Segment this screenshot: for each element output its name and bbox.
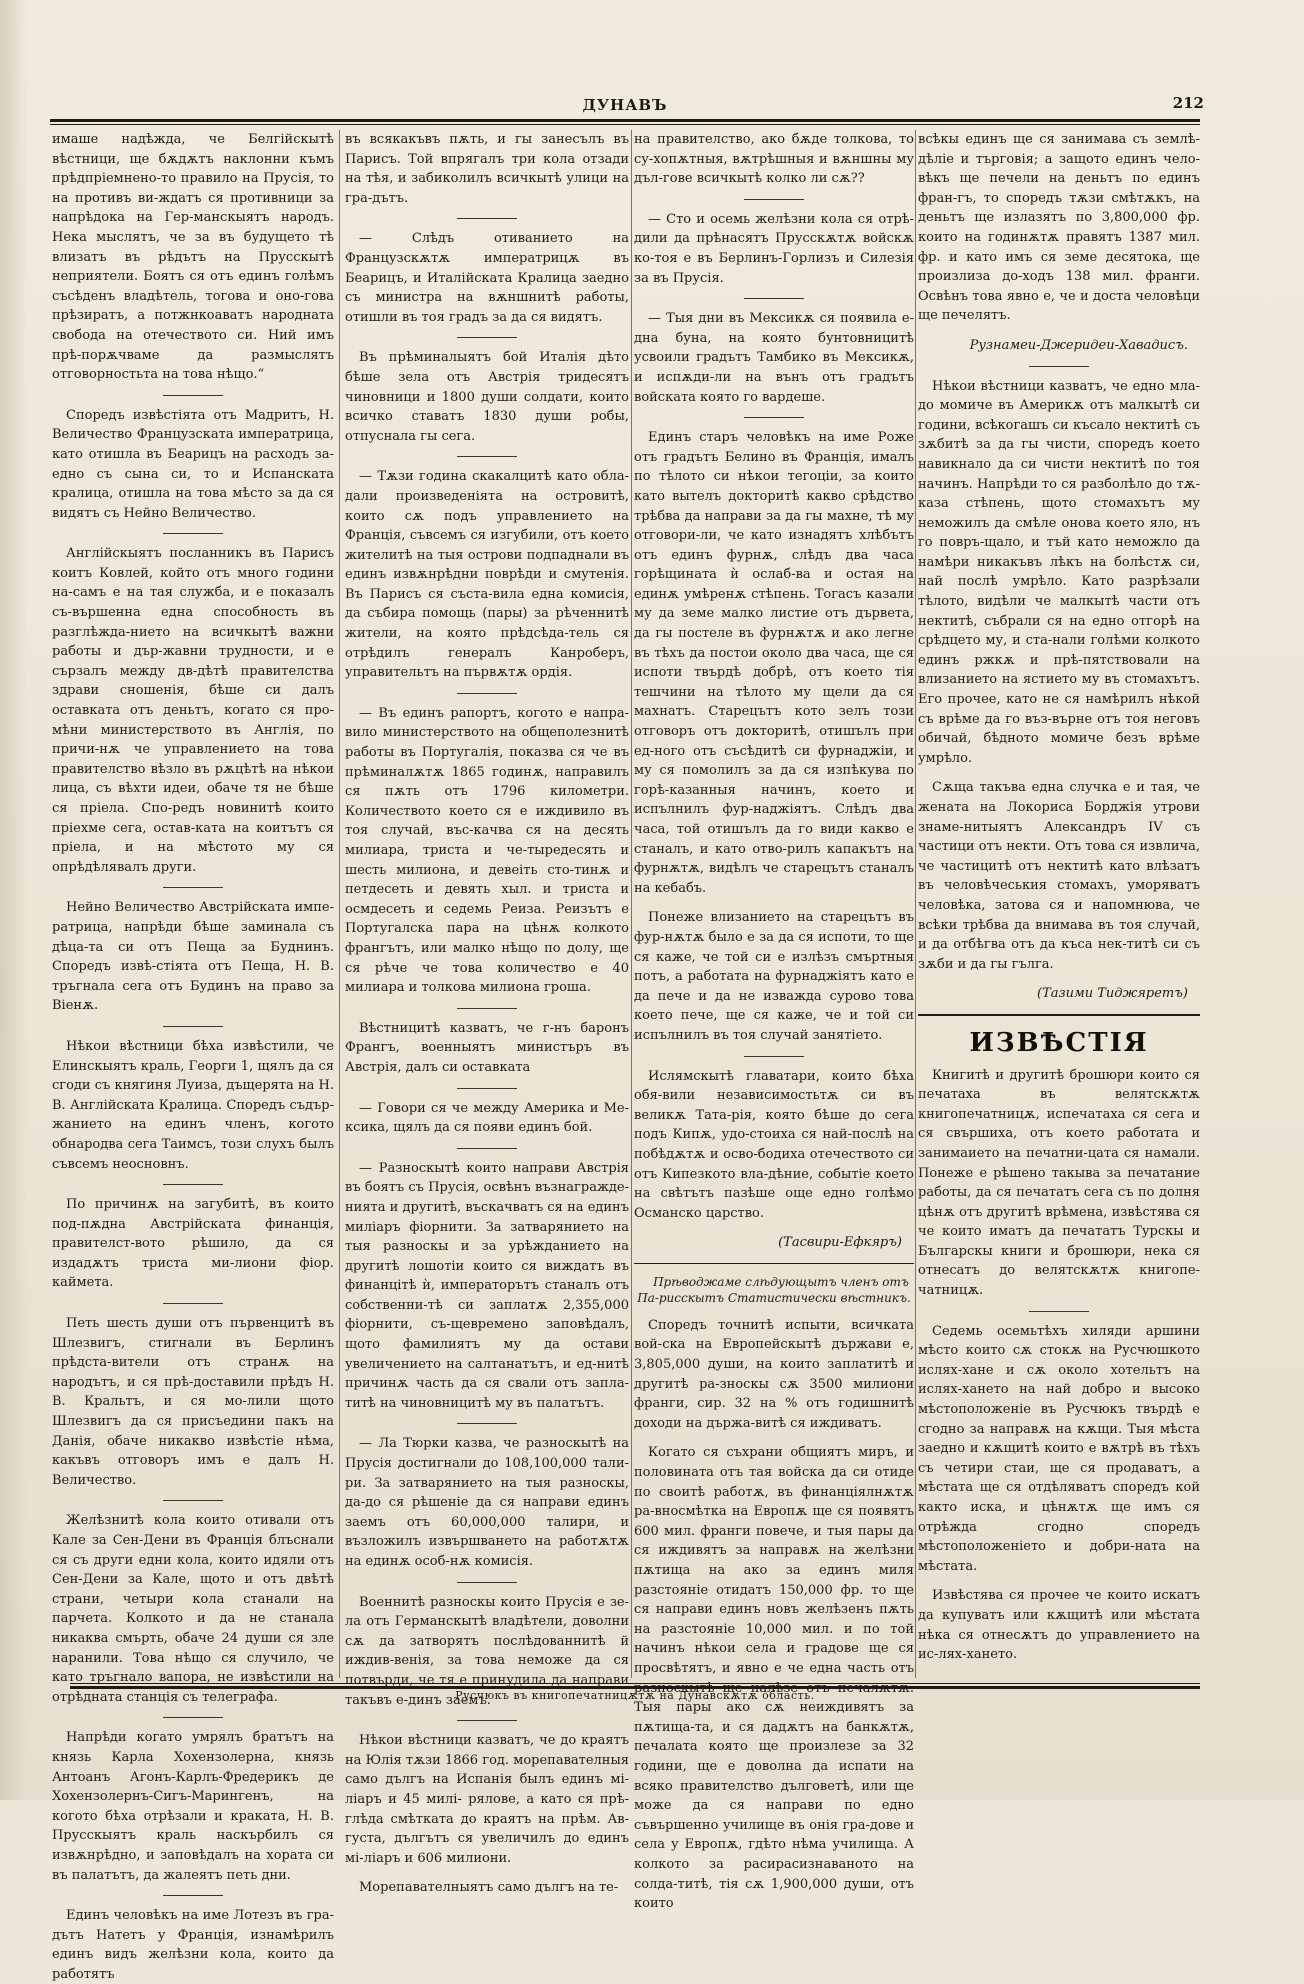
article-separator	[163, 395, 223, 396]
article-separator	[163, 1026, 223, 1027]
article-paragraph: Седемь осемьтѣхъ хиляди аршини мѣсто които сѫ стокѫ на Русчюшкото ислях-хане и сѫ около хотельтъ на ислях-хането на най добро и высоко мѣстоположеніе въ Русчюкъ твърдѣ е сгодно за направѫ на кѫщи. Тыя мѣста заедно и кѫщитѣ които е вѫтрѣ въ тѣхъ съ четири стаи, ще ся продаватъ, а мѣстата ще ся отдѣляватъ споредъ кой както иска, и цѣнѫтѫ ще имъ ся отрѣжда сгодно споредъ мѣстоположеніето и добри-ната на мѣстата.	[918, 1323, 1200, 1574]
article-separator	[163, 1184, 223, 1185]
translation-note: Прѣводжаме слѣдующытъ членъ отъ Па-рисскытъ Статистически вѣстникъ.	[637, 1274, 911, 1305]
article-separator	[163, 1717, 223, 1718]
article-separator	[457, 1720, 517, 1721]
article-separator	[457, 456, 517, 457]
article-separator	[457, 1423, 517, 1424]
article-paragraph: — Разноскытѣ които направи Австрія въ боятъ съ Прусія, освѣнъ възнагражде-нията и другитѣ, въскачватъ ся на единъ миліаръ фіорнити. За затварянието на тыя разноскы и за урѣжданието на другитѣ лошотіи които ся виждатъ въ финанцітѣ ѝ, императорътъ станалъ отъ собственни-тѣ си заплатѫ 2,355,000 фіорнити, съ-щевремено заповѣдалъ, щото фамилиятъ му да остави увеличението на салтанатътъ, и ед-нитѣ причинѫ часть да ся свали отъ запла-титѣ на чиновницитѣ му въ палатътъ.	[345, 1160, 629, 1411]
article-paragraph: Единъ старъ человѣкъ на име Роже отъ градътъ Белино въ Франція, ималъ по тѣлото си нѣкои тегоціи, за които като вытелъ докторитѣ какво срѣдство трѣбва да направи за да гы махне, тѣ му отговори-ли, че като изнадятъ хлѣбътъ отъ единъ фурнѫ, слѣдъ два часа горѣщината ѝ ослаб-ва и остая на единѫ умѣренѫ стѣпень. Тогасъ казали му да земе малко листие отъ дървета, да гы постеле въ фурнѫтѫ и ако легне въ тѣхъ да постои около два часа, ще ся испоти твърдѣ добрѣ, отъ което тія тешчини на тѣлото му щели да ся махнатъ. Старецътъ кото зелъ този отговоръ отъ докторитѣ, отишълъ при ед-ного отъ съсѣдитѣ си фурнаджіи, и му ся помолилъ за да ся изпѣкува по горѣ-казанныя начинъ, което и испълнилъ фур-наджіятъ. Слѣдъ два часа, той отишълъ да го види какво е станалъ, и като отво-рилъ капакътъ на фурнѫтѫ, видѣлъ че старецътъ станалъ на кебабъ.	[634, 430, 914, 896]
article-paragraph: Извѣстява ся прочее че които искатъ да купуватъ или кѫщитѣ или мѣстата нѣка ся отнесѫтъ до управлението на ис-лях-хането.	[918, 1588, 1200, 1663]
article-paragraph: — Ла Тюрки казва, че разноскытѣ на Прусія достигнали до 108,100,000 тали-ри. За затварянието на тыя разноскы, да-до ся рѣшеніе да ся направи единъ заемъ отъ 60,000,000 талири, и възложилъ извършването на работѫтѫ на единѫ особ-нѫ комисія.	[345, 1436, 629, 1569]
article-paragraph: Петь шесть души отъ първенцитѣ въ Шлезвигъ, стигнали въ Берлинъ прѣдста-вители отъ странѫ на народътъ, и ся прѣ-доставили прѣдъ Н. В. Кральтъ, и ся мо-лили щото Шлезвигъ да ся присъедини пакъ на Данія, обаче никакво извѣстіе нѣма, какъвъ отговоръ имъ е далъ Н. Величество.	[52, 1316, 334, 1488]
article-paragraph: всѣкы единъ ще ся занимава съ землѣ-дѣліе и търговія; а защото единъ чело-вѣкъ ще печели на деньтъ по единъ фран-гъ, то споредъ тѫзи смѣтѫкъ, на деньтъ ще излазятъ по 3,800,000 фр. които на годинѫтѫ правятъ 1387 мил. фр. и като имъ ся земе десятока, ще произлиза до-ходъ 138 мил. франги. Освѣнъ това явно е, че и доста человѣци ще печелятъ.	[918, 132, 1200, 324]
article-paragraph: Когато ся съхрани общиятъ миръ, и половината отъ тая войска да си отиде по своитѣ работѫ, въ финанціялнѫтѫ ра-вносмѣтка на Европѫ ще ся появятъ 600 мил. франги повече, и тыя пары да ся иждивятъ за направѫ на желѣзни пѫтища на ако за единъ миля разстояніе отидатъ 150,000 фр. то ще ся направи единъ новъ желѣзенъ пѫть на разстояніе 10,000 мил. и по той начинъ нѣкои села и градове ще ся просвѣтятъ, и явно е че една часть отъ разноскытѣ ще налѣзе отъ печалѫтѫ. Тыя пары ако сѫ неиждивятъ за пѫтища-та, и ся дадѫтъ на банкѫтѫ, печалата която ще произлезе за 32 години, ще е доволна да испати на всяко правителство дълговетѣ, или ще може да ся направи по едно съвършенно училище въ онія гра-дове и села у Европѫ, гдѣто нѣма училища. А колкото за расирасизнаваното на солда-титѣ, тія сѫ 1,900,000 души, отъ които	[634, 1445, 914, 1912]
article-separator	[457, 337, 517, 338]
article-paragraph: Сѫща такъва една случка е и тая, че жената на Локориса Борджія утрови знаме-нитыятъ Александръ IV съ частици отъ некти. Отъ това ся извлича, че частицитѣ отъ нектитѣ като влѣзатъ въ человѣчеськия стомахъ, уморяватъ человѣка, затова ся и напомнюва, че всѣки трѣбва да внимава въ тоя случай, и да отбѣгва отъ да къса нек-титѣ си съ зѫби и да гы гълга.	[918, 780, 1200, 972]
article-paragraph: — Тыя дни въ Мексикѫ ся появила е-дна буна, на която бунтовницитѣ усвоили градътъ Тамбико въ Мексикѫ, и испѫди-ли на вънъ отъ градътъ войската която го вардеше.	[634, 311, 914, 405]
article-separator	[457, 1582, 517, 1583]
article-paragraph: Напрѣди когато умрялъ братътъ на князь Карла Хохензолерна, князь Антоанъ Агонъ-Карлъ-Фредерикъ де Хохензолернъ-Сигъ-Марингенъ, на когото бѣха отрѣзали и краката, Н. В. Прусскыятъ краль наскърбилъ ся извѫнрѣдно, и заповѣдалъ на хората си въ палатътъ, да жалеятъ петь дни.	[52, 1730, 334, 1883]
article-paragraph: Ислямскытѣ главатари, които бѣха обя-вили независимостьтѫ си въ великѫ Тата-рія, която бѣше до сега подъ Кипѫ, удо-стоиха ся най-послѣ на побѣдѫтѫ и осво-бодиха отечеството си отъ Кипезкото вла-дѣние, событіе което на свѣтътъ пазѣше още едно голѣмо Османско царство.	[634, 1068, 914, 1221]
column-2	[345, 130, 629, 1896]
article-paragraph: — Въ единъ рапортъ, когото е напра-вило министерството на общеполезнитѣ работы въ Португалія, показва ся че въ прѣминалѫтѫ 1865 годинѫ, направилъ ся пѫть отъ 1796 километри. Количеството което ся е иждивило въ тоя случай, въс-качва ся на десять милиара, триста и че-тыредесять и шесть милиона, и девеіть сто-тинѫ и петдесеть и девять хыл. и триста и осмдесеть и седемь Реиза. Реизътъ е Португалска пара на цѣнѫ колкото франгътъ, или малко нѣщо по долу, ще ся рѣче че това количество е 40 милиара и толкова милиона гроша.	[345, 705, 629, 996]
article-separator	[163, 533, 223, 534]
header-rule	[50, 119, 1200, 125]
article-separator	[163, 1895, 223, 1896]
imprint-footer: Русчюкъ въ книгопечатницѫтѫ на Дунавскѫтѫ область.	[455, 1689, 815, 1702]
article-paragraph: Нѣкои вѣстници бѣха извѣстили, че Елинскыятъ краль, Георги 1, щялъ да ся сгоди съ княгиня Луиза, дъщерята на Н. В. Англійската Кралица. Споредъ съдър-жанието на единъ членъ, когото обнародва сега Таимсъ, този слухъ былъ съвсемъ неосновнъ.	[52, 1038, 334, 1172]
article-paragraph: Англійскыятъ посланникъ въ Парисъ коитъ Ковлей, който отъ много години на-самъ е на тая служба, и е показалъ съ-вършенна една способность въ разглѣжда-нието на всичкытѣ важни работы и дър-жавни трудности, и е сързалъ между дв-дѣтѣ правителства здрави сношенія, бѣше си далъ оставката отъ деньтъ, когато ся про-мѣни министерството въ Англія, по причи-нѫ че управлението на това правителство вѣзло въ рѫцѣтѣ на нѣкои лица, съ вѣхти идеи, обаче тя не бѣше ся пріела. Спо-редъ новинитѣ които пріехме сега, остав-ката на коитътъ ся пріела, и на мѣстото му ся опрѣдѣлявалъ други.	[52, 546, 334, 875]
announcements-heading: ИЗВѢСТІЯ	[969, 1027, 1149, 1058]
article-paragraph: — Тѫзи година скакалцитѣ като обла-дали произведеніята на островитѣ, които сѫ подъ управлението на Франція, съвсемъ ся изгубили, отъ което жителитѣ на тыя острови подпаднали въ единъ извѫнрѣдни поврѣди и смутенія. Въ Парисъ ся съста-вила една комисія, да събира помощь (пары) за рѣченнитѣ жители, на която прѣдсѣда-тель ся отрѣдилъ генералъ Канроберъ, управительтъ на първѫтѫ ордія.	[345, 469, 629, 681]
article-paragraph: Книгитѣ и другитѣ брошюри които ся печатаха въ велятскѫтѫ книгопечатницѫ, испечатаха ся сега и ся свършиха, отъ което работата и занимаието на печатни-цата ся намали. Понеже е рѣшено такыва за печатание работы, да ся печататъ сега съ по долня цѣнѫ отъ другитѣ врѣмена, извѣстява ся че които иматъ да печататъ Турскы и Българскы книги и брошюри, нека ся отнесатъ до велятскѫтѫ книгопе-чатницѫ.	[918, 1067, 1200, 1299]
article-separator	[744, 298, 804, 299]
article-paragraph: — Говори ся че между Америка и Ме-ксика, щялъ да ся появи единъ бой.	[345, 1100, 629, 1136]
source-attribution: (Тазими Тиджяретъ)	[1037, 986, 1188, 1002]
article-paragraph: — Сто и осемь желѣзни кола ся отрѣ-дили да прѣнасятъ Прусскѫтѫ войскѫ ко-тоя е въ Берлинъ-Горлизъ и Силезія за въ Прусія.	[634, 211, 914, 286]
article-separator	[163, 1500, 223, 1501]
article-paragraph: имаше надѣжда, че Белгійскытѣ вѣстници, ще бѫдѫтъ наклонни къмъ прѣдпріемнено-то правило на Прусія, то на противъ ви-ждатъ ся противници за напрѣдока на Гер-манскыятъ народъ. Нека мыслятъ, че за въ будущето тѣ влизатъ въ рѣдътъ на Прусскытѣ неприятели. Боятъ ся отъ единъ голѣмъ съсѣденъ владѣтель, тогова и оно-гова прѣзиратъ, а потжнкоаватъ народната свобода на отечеството си. Ний имъ прѣ-порѫчваме да размыслятъ отговорностьта на това нѣщо.“	[52, 132, 334, 383]
article-paragraph: Желѣзнитѣ кола които отивали отъ Кале за Сен-Дени въ Франція блъснали ся съ други едни кола, които идяли отъ Сен-Дени за Кале, щото и отъ двѣтѣ страни, четыри кола станали на парчета. Колкото и да не станала никаква смърть, обаче 24 души ся зле наранили. Това нѣщо ся случило, че като тръгнало вапора, не извѣстили на отрѣдната станція съ телеграфа.	[52, 1513, 334, 1705]
article-paragraph: Морепавателныятъ само дългъ на те-	[359, 1880, 619, 1896]
article-separator	[457, 1148, 517, 1149]
article-paragraph: По причинѫ на загубитѣ, въ които под-пѫдна Австрійската финанція, правителст-вото рѣшило, да ся издадѫтъ триста ми-лиони фіор. каймета.	[52, 1197, 334, 1291]
article-separator	[457, 1008, 517, 1009]
article-paragraph: въ всякакъвъ пѫть, и гы занесълъ въ Парисъ. Той впрягалъ три кола отзади на тѣя, и забиколилъ всичкытѣ улици на гра-дътъ.	[345, 132, 629, 206]
page-number: 212	[1172, 94, 1204, 112]
article-paragraph: Споредъ точнитѣ испыти, всичката вой-ска на Европейскытѣ държави е, 3,805,000 души, на които заплатитѣ и другитѣ ра-зноскы сѫ 3500 милиони франги, сир. 32 на % отъ годишнитѣ доходи на държа-витѣ ся иждиватъ.	[634, 1317, 914, 1431]
column-divider	[631, 130, 632, 1678]
article-separator	[457, 693, 517, 694]
article-paragraph: Вѣстницитѣ казватъ, че г-нъ баронъ Франгъ, военныятъ министъръ въ Австрія, далъ си оставката	[345, 1020, 629, 1075]
article-separator	[744, 1056, 804, 1057]
column-4	[918, 130, 1200, 1675]
article-separator	[163, 1303, 223, 1304]
article-paragraph: Нейно Величество Австрійската импе-ратрица, напрѣди бѣше заминала съ дѣца-та си отъ Пеща за Буднинъ. Споредъ извѣ-стіята отъ Пеща, Н. В. тръгнала сега отъ Будинъ на право за Віенѫ.	[52, 900, 334, 1014]
section-rule	[634, 1263, 914, 1264]
section-rule	[918, 1014, 1200, 1016]
column-divider	[339, 130, 340, 1678]
article-paragraph: Нѣкои вѣстници казватъ, че едно мла-до момиче въ Америкѫ отъ малкытѣ си години, всѣкогашъ си късало нектитѣ съ зѫбитѣ за да гы чисти, споредъ което навикнало да си чисти нектитѣ по тоя начинъ. Напрѣди то ся разболѣло до тѫ-каза стѣпень, щото стомахътъ му неможилъ да смѣле онова което яло, нъ го повръ-щало, и тъй като неможло да намѣри никакъвъ лѣкъ на болѣстѫ си, най послѣ умрѣло. Като разрѣзали тѣлото, видѣли че малкытѣ части отъ нектитѣ, събрали ся на едно отгорѣ на срѣдцето му, и ста-нали голѣми колкото единъ ржкѫ и прѣ-пятствовали на влизанието на ястието му въ стомахътъ. Его прочее, като не ся намѣрилъ нѣкой съ врѣме да го въз-върне отъ тоя неговъ обичай, бѣдното момиче безъ врѣме умрѣло.	[918, 378, 1200, 766]
page-header	[50, 92, 1204, 120]
column-1	[52, 130, 334, 1982]
article-separator	[1029, 366, 1089, 367]
article-paragraph: Единъ человѣкъ на име Лотезъ въ гра-дътъ Натетъ у Франція, изнамѣрилъ единъ видъ желѣзни кола, които да работятъ	[52, 1908, 334, 1982]
article-paragraph: на правителство, ако бѫде толкова, то су-хопѫтныя, вѫтрѣшныя и вѫншны му дъл-гове всичкытѣ колко ли сѫ??	[634, 132, 914, 187]
article-separator	[744, 199, 804, 200]
article-separator	[457, 218, 517, 219]
source-attribution: (Тасвири-Ефкяръ)	[778, 1235, 902, 1251]
source-attribution: Рузнамеи-Джеридеи-Хавадисъ.	[969, 337, 1188, 353]
column-divider	[915, 130, 916, 1678]
article-separator	[1029, 1311, 1089, 1312]
article-separator	[744, 417, 804, 418]
article-paragraph: Въ прѣминалыятъ бой Италія дѣто бѣше зела отъ Австрія тридесятъ чиновници и 1800 души солдати, които всичко ставатъ 1830 души робы, отпуснала гы сега.	[345, 350, 629, 444]
article-paragraph: Споредъ извѣстіята отъ Мадритъ, Н. Величество Французската императрица, като отишла въ Беарицъ на расходъ за-едно съ сына си, то и Испанската кралица, отишла на това мѣсто за да ся видятъ съ Нейно Величество.	[52, 407, 334, 521]
article-paragraph: Нѣкои вѣстници казватъ, че до краятъ на Юлія тѫзи 1866 год. морепавателныя само дългъ на Испанія былъ единъ мі-ліаръ и 45 милі- рялове, а като ся прѣ-глѣда смѣтката до краятъ на прѣм. Ав-густа, дългътъ ся увеличилъ до единъ мі-ліаръ и 606 милиони.	[345, 1733, 629, 1866]
newspaper-title: ДУНАВЪ	[582, 96, 668, 114]
article-paragraph: Понеже влизанието на старецътъ въ фур-нѫтѫ было е за да ся испоти, то ще ся каже, че той си е излѣзъ смъртныя потъ, а работата на фурнаджіятъ като е да пече и да не изважда сурово това което пече, ще ся каже, че и той си испълнилъ въ тоя случай занятіето.	[634, 910, 914, 1043]
page-edge-shadow	[0, 0, 28, 1800]
article-paragraph: Военнитѣ разноскы които Прусія е зе-ла отъ Германскытѣ владѣтели, доволни сѫ да затворятъ послѣдованнитѣ й иждив-венія, за това неможе да ся потвърди, че тя е принудила да направи такъвъ е-динъ заемъ.	[345, 1594, 629, 1708]
article-separator	[163, 887, 223, 888]
article-paragraph: — Слѣдъ отиванието на Французскѫтѫ императрицѫ въ Беарицъ, и Италійската Кралица заедно съ министра на вѫншнитѣ работы, отишли въ тоя градъ за да ся видятъ.	[345, 231, 629, 325]
article-separator	[457, 1088, 517, 1089]
